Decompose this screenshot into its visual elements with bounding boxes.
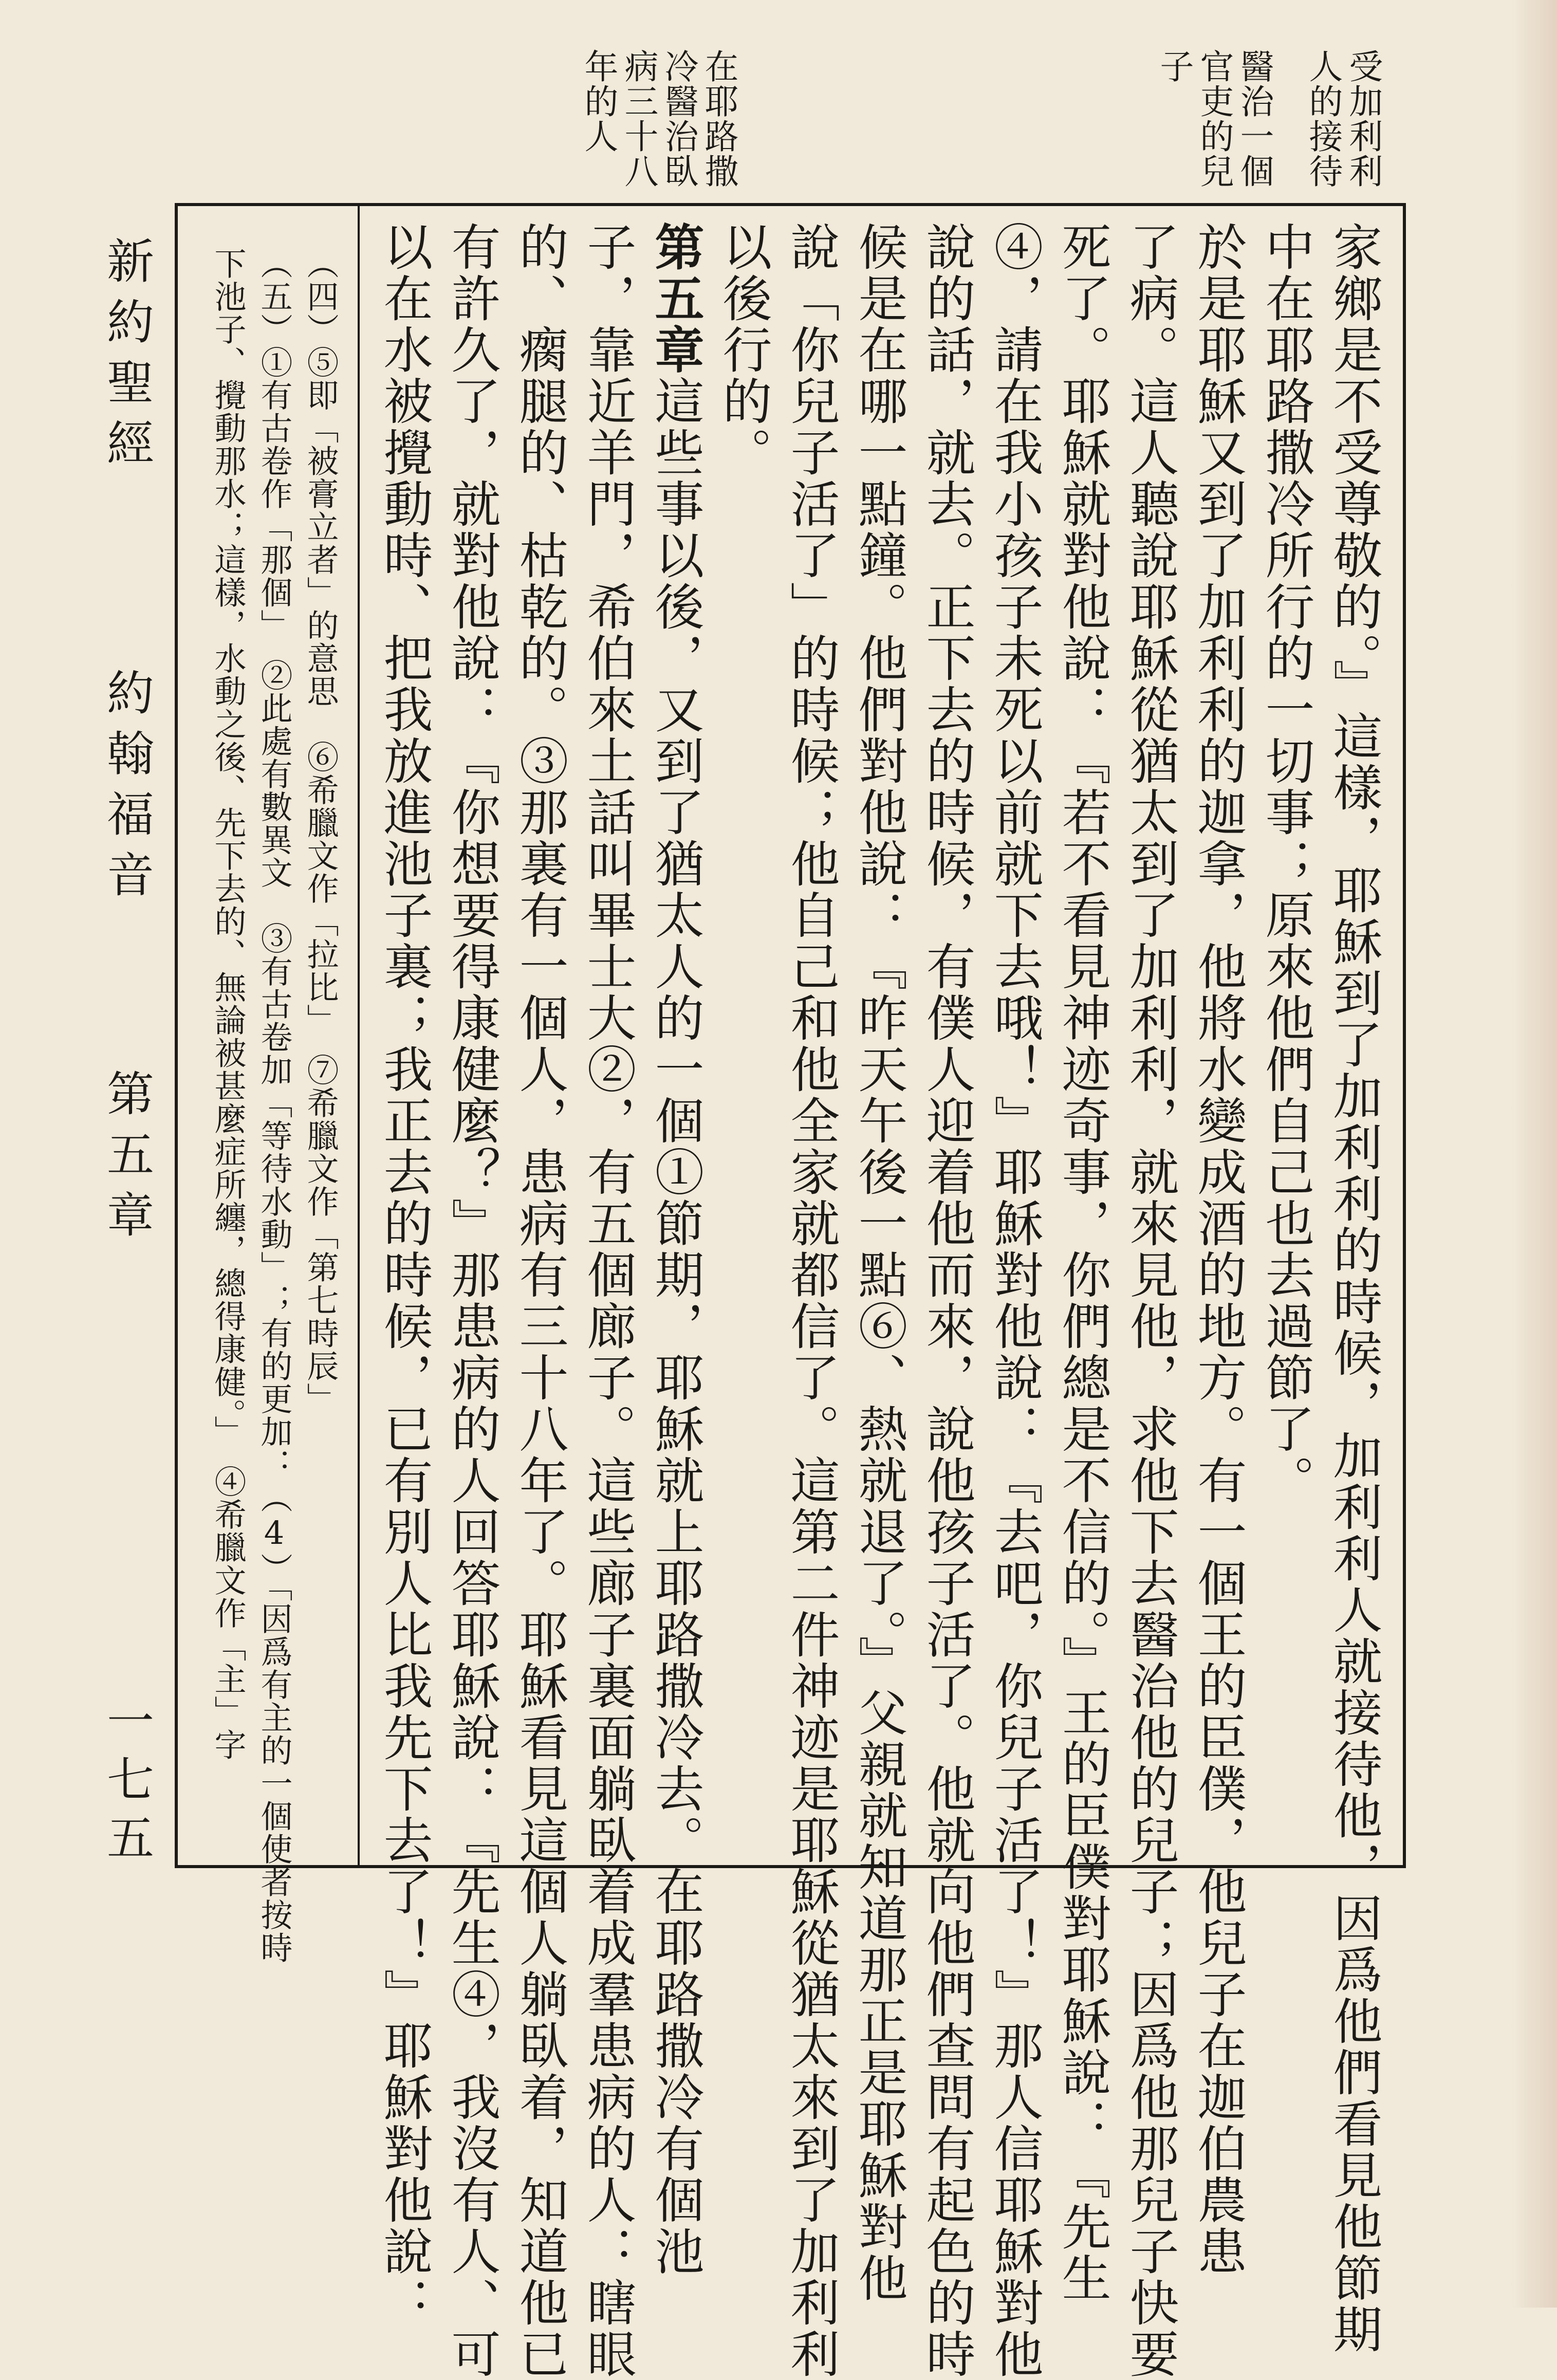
text-column-4: 了病。這人聽說耶穌從猶太到了加利利，就來見他，求他下去醫治他的兒子；因爲他那兒子快要 [1122,222,1179,2380]
text-column-5: 死了。耶穌就對他說：『若不看見神迹奇事，你們總是不信的。』王的臣僕對耶穌說：『先生 [1054,222,1111,2304]
chapter-5-first-column [645,222,706,2277]
text-column-1: 家鄉是不受尊敬的。』這樣，耶穌到了加利利的時候，加利利人就接待他，因爲他們看見他節期 [1325,222,1383,2355]
page-edge-shade [1511,0,1557,2308]
chapter-5-column-4: 有許久了，就對他說：『你想要得康健麼？』那患病的人回答耶穌說：『先生④，我沒有人、可 [443,222,501,2380]
page-number: 一七五 [99,1696,154,1872]
side-note-2: 醫治一個 官吏的兒 子 [1154,49,1274,189]
chapter-heading: 第五章 [647,222,705,376]
chapter-5-column-5: 以在水被攪動時、把我放進池子裏；我正去的時候，已有別人比我先下去了！』耶穌對他說： [376,222,433,2329]
text-column-8: 候是在哪一點鐘。他們對他說：『昨天午後一點⑥、熱就退了。』父親就知道那正是耶穌對他 [850,222,908,2304]
footnote-3: 下池子、攪動那水；這樣，水動之後、先下去的、無論被甚麼症所纏，總得康健。」 ④希臘文作「主」字 [209,247,247,1761]
text-column-2: 中在耶路撒冷所行的一切事；原來他們自己也去過節了。 [1257,222,1315,1506]
chapter-5-verse-1: 這些事以後，又到了猶太人的一個①節期，耶穌就上耶路撒冷去。在耶路撒冷有個池 [647,376,705,2277]
running-header-book: 新約聖經 [99,236,154,479]
text-column-7: 說的話，就去。正下去的時候，有僕人迎着他而來，說他孩子活了。他就向他們查問有起色的時 [918,222,976,2380]
footnote-divider [358,206,360,1865]
text-column-10: 以後行的。 [715,222,772,478]
chapter-5-column-2: 子，靠近羊門，希伯來土話叫畢士大②，有五個廊子。這些廊子裏面躺臥着成羣患病的人：瞎眼 [579,222,637,2380]
text-column-3: 於是耶穌又到了加利利的迦拿，他將水變成酒的地方。有一個王的臣僕，他兒子在迦伯農患 [1190,222,1247,2277]
text-column-6: ④，請在我小孩子未死以前就下去哦！』耶穌對他說：『去吧，你兒子活了！』那人信耶穌對他 [986,222,1044,2380]
running-header-gospel: 約翰福音 [99,668,154,911]
side-note-3: 在耶路撒 冷醫治臥 病三十八 年的人 [579,49,738,189]
text-frame [175,203,1406,2380]
footnote-2: （五）①有古卷作「那個」 ②此處有數異文 ③有古卷加「等待水動」；有的更加：（4）「因爲有主的一個使者按時 [255,247,293,1964]
text-column-9: 說「你兒子活了」的時候；他自己和他全家就都信了。這第二件神迹是耶穌從猶太來到了加利利 [783,222,840,2380]
side-note-1: 受加利利 人的接待 [1303,49,1383,189]
footnote-1: （四）⑤即「被膏立者」的意思 ⑥希臘文作「拉比」 ⑦希臘文作「第七時辰」 [302,247,339,1415]
running-header-chapter: 第五章 [99,1069,154,1251]
chapter-5-column-3: 的、瘸腿的、枯乾的。③那裏有一個人，患病有三十八年了。耶穌看見這個人躺臥着，知道他已 [511,222,569,2380]
